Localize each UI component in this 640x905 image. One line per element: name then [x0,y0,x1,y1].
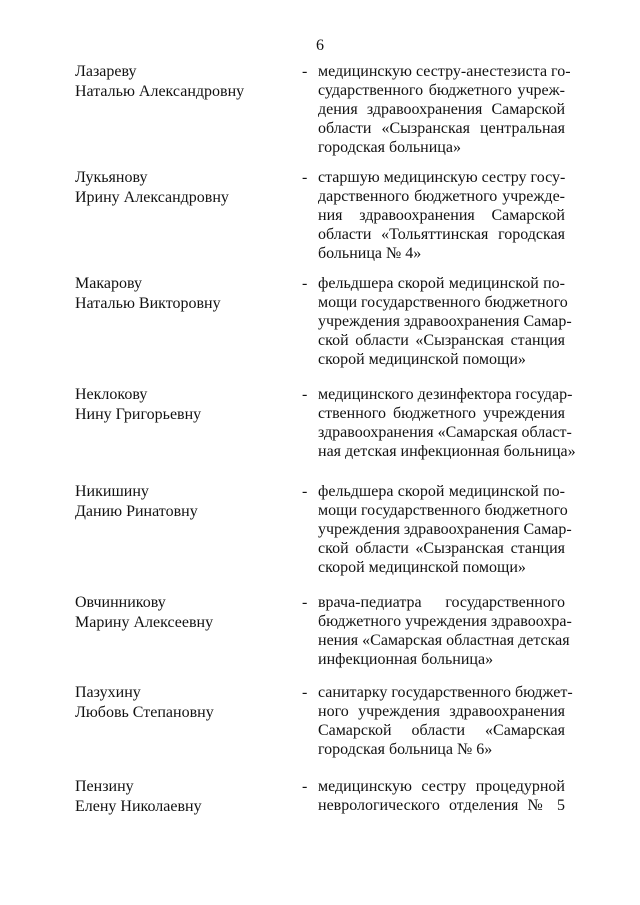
description-line: Самарской области «Самарская [318,722,565,739]
description-line: бюджетного учреждения здравоохра- [318,613,572,630]
separator-dash: - [302,63,308,80]
description-line: здравоохранения «Самарская област- [318,424,572,441]
separator-dash: - [302,778,308,795]
description-line: больница № 4» [318,245,422,262]
surname: Лукьянову [75,169,148,186]
description-line: фельдшера скорой медицинской по- [318,483,565,500]
description-line: врача-педиатра государственного [318,594,565,611]
description-line: области «Сызранская центральная [318,120,565,137]
description-line: ственного бюджетного учреждения [318,405,565,422]
person-name [75,62,295,102]
position-description [318,274,572,369]
separator-dash: - [302,386,308,403]
given-names: Данию Ринатовну [75,503,198,520]
description-line: дения здравоохранения Самарской [318,101,565,118]
description-line: инфекционная больница» [318,651,494,668]
person-name [75,683,295,723]
description-line: неврологического отделения № 5 [318,797,565,814]
position-description [318,593,572,669]
surname: Лазареву [75,63,137,80]
person-name [75,385,295,425]
given-names: Елену Николаевну [75,798,202,815]
given-names: Нину Григорьевну [75,406,202,423]
position-description [318,385,576,461]
description-line: городская больница» [318,139,461,156]
page-number: 6 [316,37,324,54]
description-line: учреждения здравоохранения Самар- [318,521,572,538]
description-line: скорой медицинской помощи» [318,351,526,368]
person-name [75,777,295,817]
given-names: Марину Алексеевну [75,614,214,631]
position-description [318,683,573,759]
description-line: скорой медицинской помощи» [318,559,526,576]
surname: Овчинникову [75,594,166,611]
description-line: старшую медицинскую сестру госу- [318,169,566,186]
person-name [75,274,295,314]
surname: Неклокову [75,386,148,403]
given-names: Любовь Степановну [75,704,214,721]
given-names: Наталью Викторовну [75,295,221,312]
given-names: Наталью Александровну [75,83,245,100]
description-line: ния здравоохранения Самарской [318,207,565,224]
description-line: ная детская инфекционная больница» [318,443,576,460]
person-name [75,593,295,633]
description-line: сударственного бюджетного учреж- [318,82,565,99]
description-line: медицинскую сестру-анестезиста го- [318,63,571,80]
description-line: дарственного бюджетного учрежде- [318,188,565,205]
position-description [318,777,565,815]
surname: Макарову [75,275,142,292]
description-line: медицинскую сестру процедурной [318,778,565,795]
description-line: мощи государственного бюджетного [318,502,568,519]
separator-dash: - [302,169,308,186]
description-line: ской области «Сызранская станция [318,332,565,349]
description-line: области «Тольяттинская городская [318,226,565,243]
description-line: мощи государственного бюджетного [318,294,568,311]
separator-dash: - [302,275,308,292]
description-line: фельдшера скорой медицинской по- [318,275,565,292]
description-line: городская больница № 6» [318,741,493,758]
surname: Пазухину [75,684,141,701]
separator-dash: - [302,594,308,611]
given-names: Ирину Александровну [75,189,229,206]
surname: Никишину [75,483,149,500]
description-line: учреждения здравоохранения Самар- [318,313,572,330]
description-line: ного учреждения здравоохранения [318,703,565,720]
description-line: санитарку государственного бюджет- [318,684,573,701]
position-description [318,168,565,263]
position-description [318,62,571,157]
person-name [75,168,295,208]
position-description [318,482,572,577]
separator-dash: - [302,483,308,500]
surname: Пензину [75,778,134,795]
person-name [75,482,295,522]
description-line: ской области «Сызранская станция [318,540,565,557]
description-line: нения «Самарская областная детская [318,632,570,649]
description-line: медицинского дезинфектора государ- [318,386,573,403]
separator-dash: - [302,684,308,701]
